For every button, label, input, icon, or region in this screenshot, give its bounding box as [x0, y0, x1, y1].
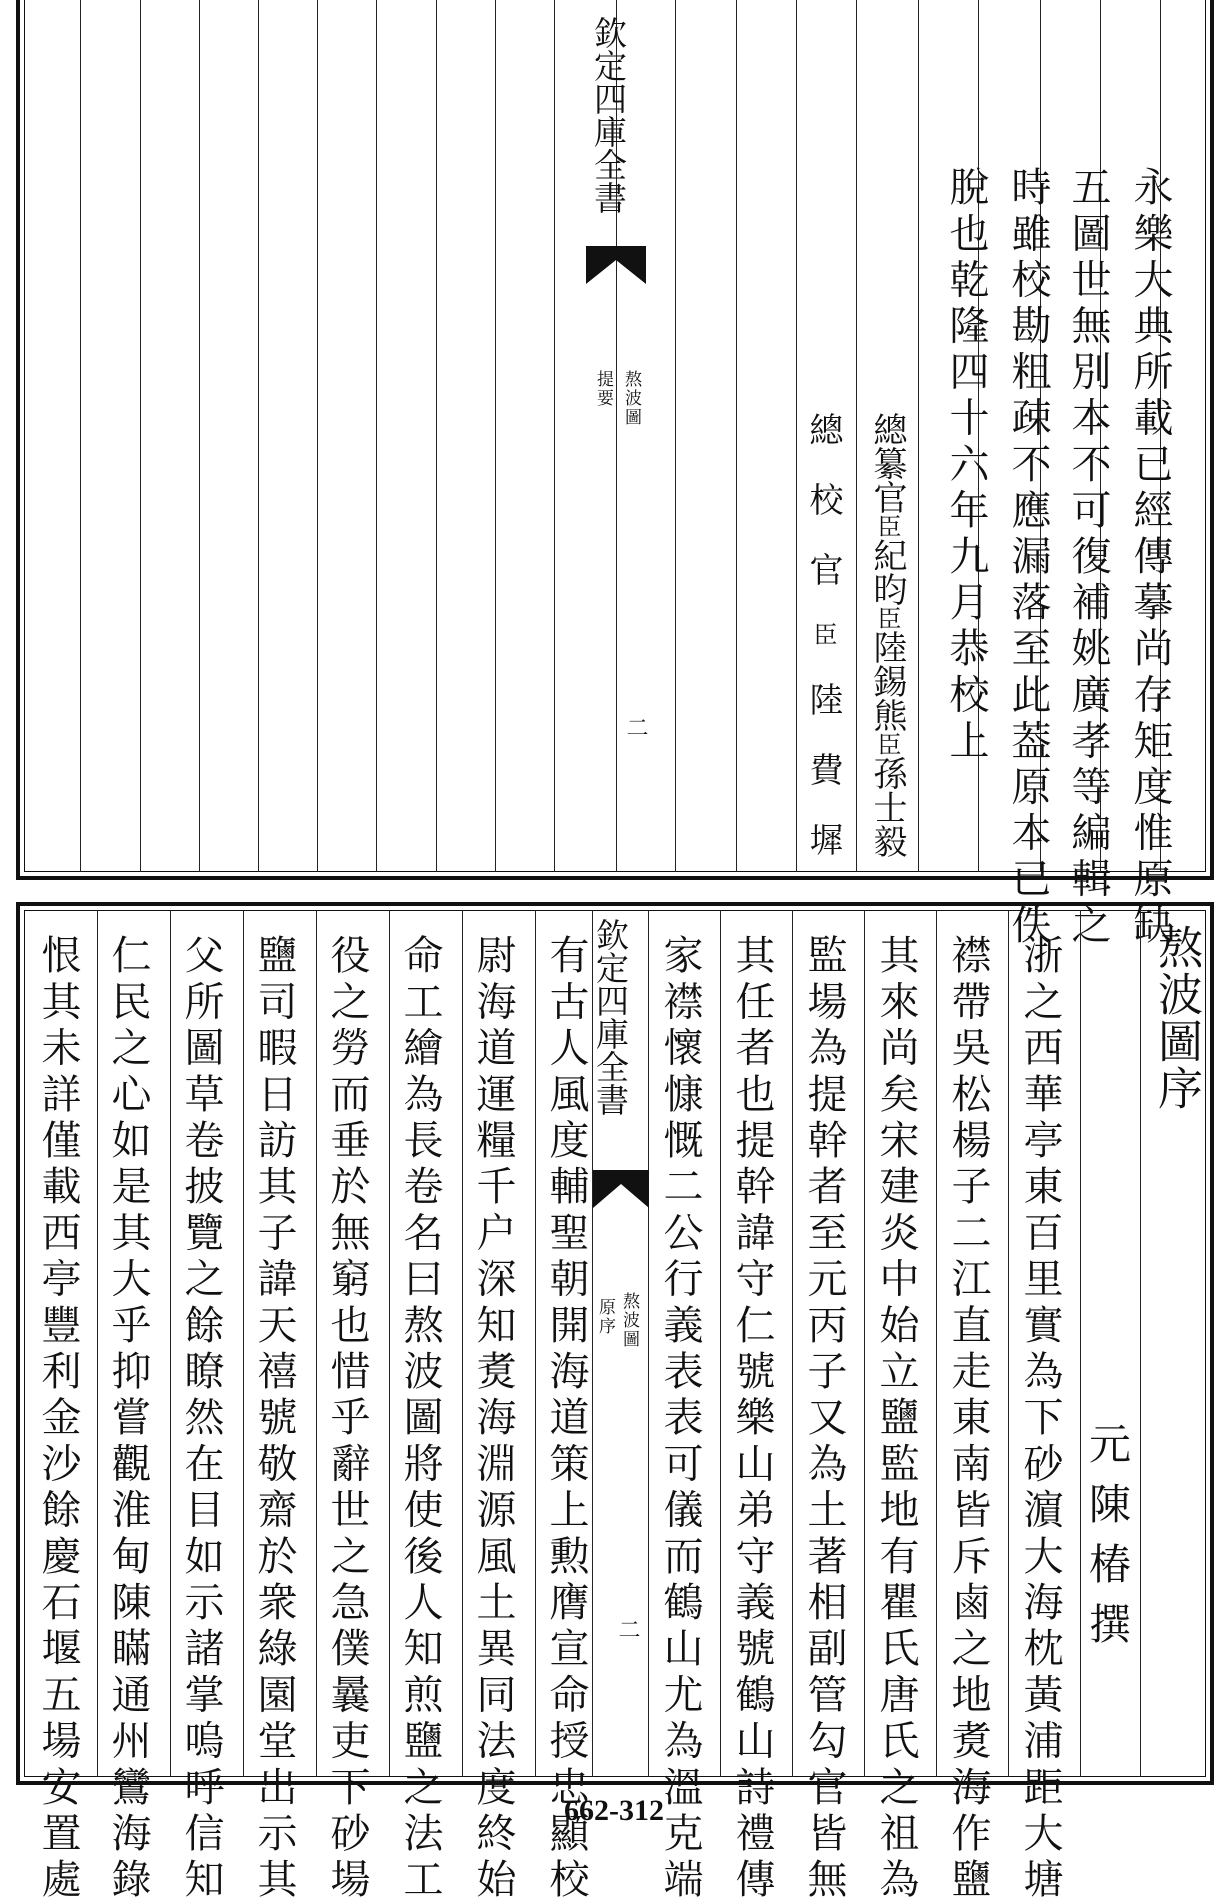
- margin-section-name: 提要: [593, 370, 613, 408]
- text-column: 家襟懷慷慨二公行義表表可儀而鶴山尤為溫克端: [657, 934, 703, 1904]
- compilers-line: [867, 412, 907, 858]
- column-rule: [317, 0, 318, 872]
- text-column: 浙之西華亭東百里實為下砂濵大海枕黃浦距大塘: [1017, 934, 1063, 1904]
- column-rule: [258, 0, 259, 872]
- margin-section-name: 原序: [595, 1298, 615, 1336]
- compilers-title: 總纂官: [867, 412, 907, 514]
- column-rule: [535, 910, 536, 1777]
- page-reference-number: 662-312: [564, 1794, 664, 1827]
- column-rule: [376, 0, 377, 872]
- subject-mark: 臣: [873, 514, 901, 538]
- column-rule: [495, 0, 496, 872]
- page-number: 二: [615, 1618, 640, 1640]
- text-column: 永樂大典所載已經傳摹尚存矩度惟原缺: [1127, 166, 1173, 950]
- column-rule: [1008, 910, 1009, 1777]
- margin-book-name: 熬波圖: [619, 1292, 639, 1349]
- column-rule: [856, 0, 857, 872]
- top-page: [0, 0, 1228, 950]
- column-rule: [316, 910, 317, 1777]
- text-column: 父所圖草卷披覽之餘瞭然在目如示諸掌嗚呼信知: [178, 934, 224, 1904]
- column-rule: [1140, 910, 1141, 1777]
- text-column: 鹽司暇日訪其子諱天禧號敬齋於衆綠園堂出示其: [251, 934, 297, 1904]
- column-rule: [170, 910, 171, 1777]
- text-column: 時雖校勘粗疎不應漏落至此葢原本已佚: [1005, 166, 1051, 950]
- text-column: 監場為提幹者至元丙子又為土著相副管勾官皆無: [801, 934, 847, 1904]
- column-rule: [243, 910, 244, 1777]
- text-column: 其來尚矣宋建炎中始立鹽監地有瞿氏唐氏之祖為: [873, 934, 919, 1904]
- center-book-title: 欽定四庫全書: [591, 918, 630, 1116]
- column-rule: [462, 910, 463, 1777]
- center-book-title: 欽定四庫全書: [589, 16, 628, 214]
- column-rule: [936, 910, 937, 1777]
- column-rule: [736, 0, 737, 872]
- column-rule: [436, 0, 437, 872]
- text-column: 恨其未詳僅載西亭豐利金沙餘慶石堰五場安置處: [35, 934, 81, 1904]
- subject-mark: 臣: [809, 622, 837, 682]
- column-rule: [199, 0, 200, 872]
- subject-mark: 臣: [873, 732, 901, 756]
- compiler-name: 紀昀: [867, 538, 907, 606]
- column-rule: [554, 0, 555, 872]
- text-column: 役之勞而垂於無窮也惜乎辭世之急僕曩吏下砂場: [324, 934, 370, 1904]
- column-rule: [675, 0, 676, 872]
- collator-name: 陸費墀: [803, 682, 843, 892]
- collator-title: 總校官: [803, 412, 843, 622]
- text-column: 命工繪為長卷名曰熬波圖將使後人知煎鹽之法工: [397, 934, 443, 1904]
- preface-title: 熬波圖序: [1150, 924, 1203, 1112]
- text-column: 尉海道運糧千户深知煑海淵源風土異同法度終始: [470, 934, 516, 1904]
- subject-mark: 臣: [873, 606, 901, 630]
- compiler-name: 孫士毅: [867, 756, 907, 858]
- page-number: 二: [623, 716, 648, 738]
- text-column: 襟帶吳松楊子二江直走東南皆斥鹵之地煑海作鹽: [945, 934, 991, 1904]
- column-rule: [792, 910, 793, 1777]
- fish-tail-mark-icon: [584, 244, 648, 288]
- column-rule: [97, 910, 98, 1777]
- column-rule: [720, 910, 721, 1777]
- preface-author: 元陳椿撰: [1083, 1422, 1132, 1662]
- collator-line: [803, 412, 843, 892]
- fish-tail-mark-icon: [591, 1168, 651, 1212]
- column-rule: [80, 0, 81, 872]
- text-column: 有古人風度輔聖朝開海道策上勲膺宣命授忠顯校: [543, 934, 589, 1904]
- margin-book-name: 熬波圖: [621, 370, 641, 427]
- column-rule: [389, 910, 390, 1777]
- text-column: 脫也乾隆四十六年九月恭校上: [943, 166, 989, 766]
- text-column: 其任者也提幹諱守仁號樂山弟守義號鶴山詩禮傳: [729, 934, 775, 1904]
- compiler-name: 陸錫熊: [867, 630, 907, 732]
- column-rule: [918, 0, 919, 872]
- column-rule: [140, 0, 141, 872]
- column-rule: [1080, 910, 1081, 1777]
- column-rule: [796, 0, 797, 872]
- text-column: 五圖世無別本不可復補姚廣孝等編輯之: [1065, 166, 1111, 950]
- column-rule: [648, 910, 649, 1777]
- column-rule: [864, 910, 865, 1777]
- text-column: 仁民之心如是其大乎抑嘗觀淮甸陳瞞通州鸞海錄: [105, 934, 151, 1904]
